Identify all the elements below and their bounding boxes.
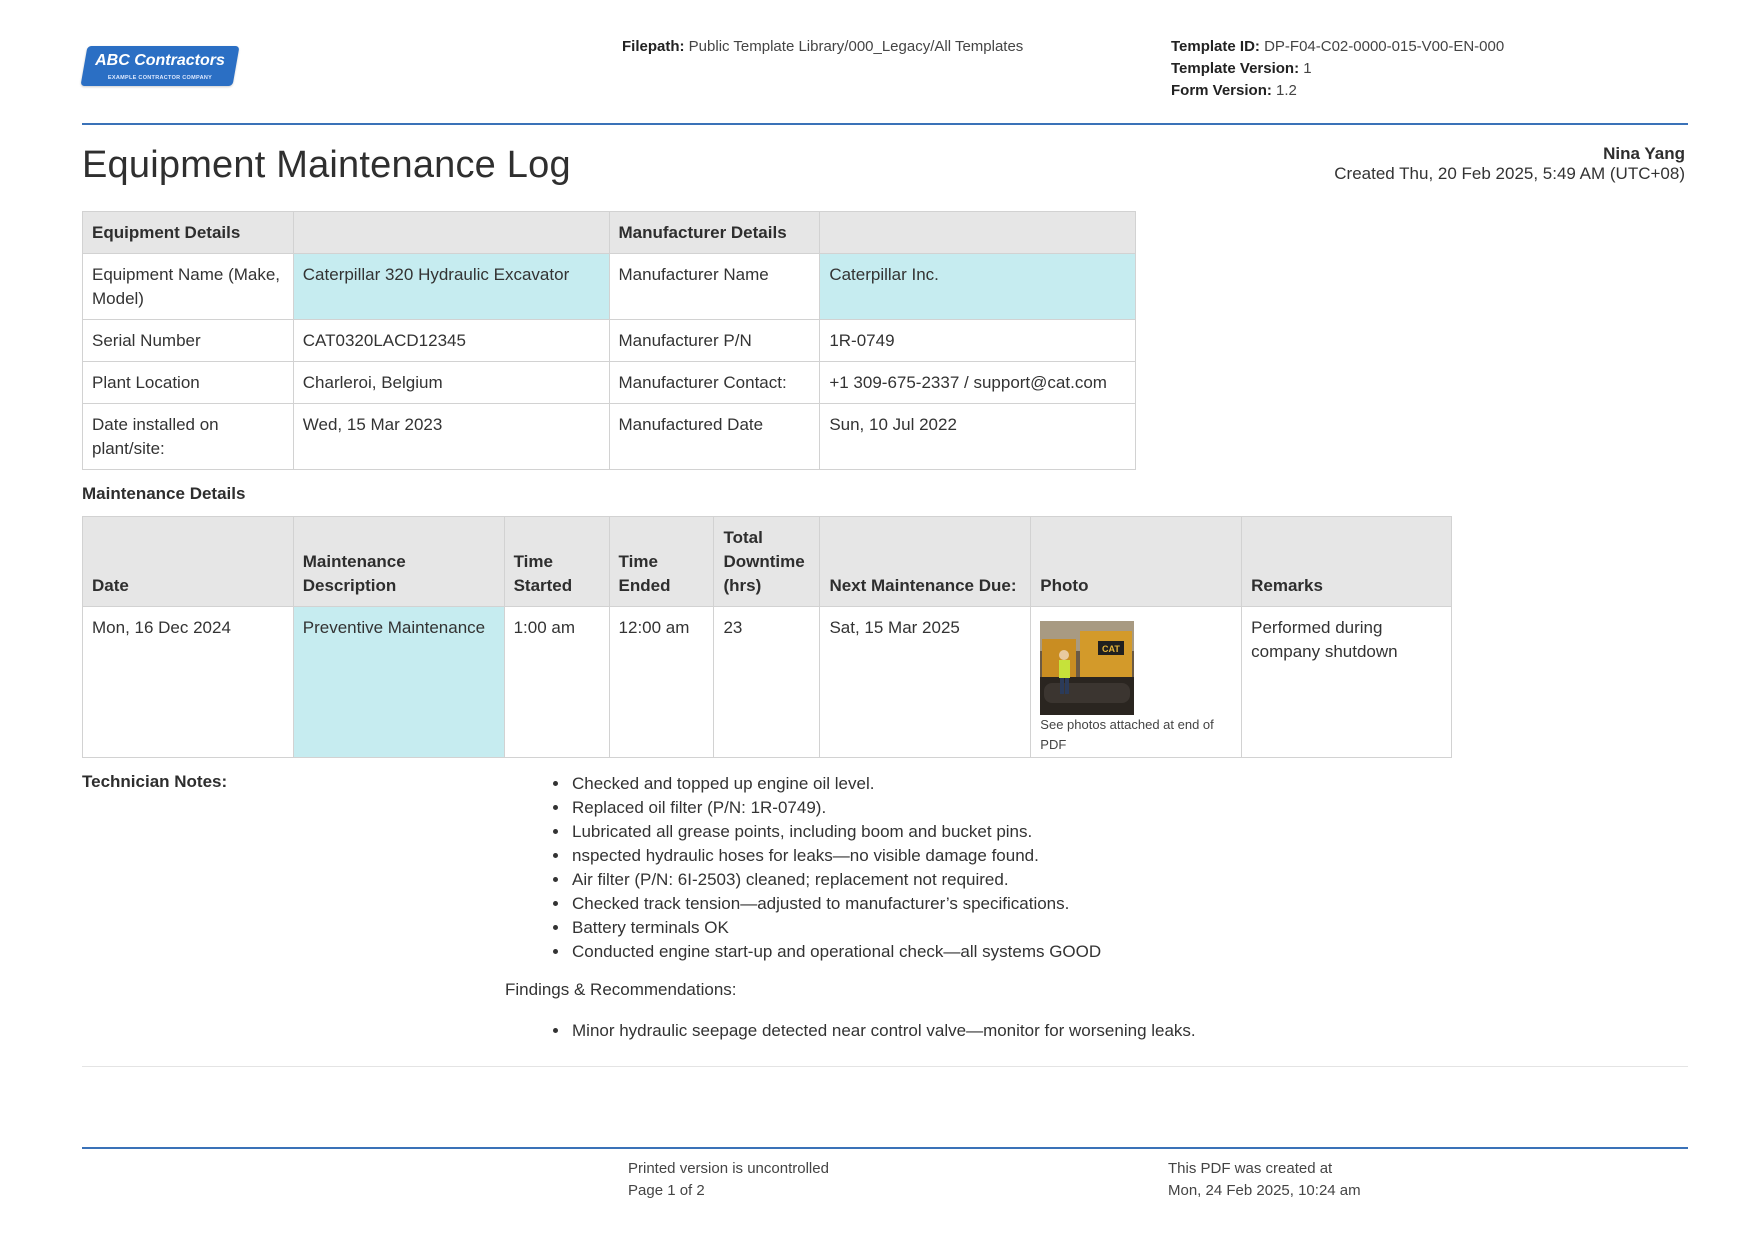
equipment-name-value: Caterpillar 320 Hydraulic Excavator	[293, 254, 609, 320]
maintenance-details-heading: Maintenance Details	[82, 484, 246, 503]
form-version-value: 1.2	[1276, 82, 1297, 99]
list-item: • Minor hydraulic seepage detected near control valve—monitor for worsening leaks.	[570, 1019, 1470, 1043]
remarks: Performed during company shutdown	[1242, 607, 1452, 758]
total-downtime: 23	[714, 607, 820, 758]
header-downtime: Total Downtime (hrs)	[714, 517, 820, 607]
header-time-started: Time Started	[504, 517, 609, 607]
manufactured-date-value: Sun, 10 Jul 2022	[820, 404, 1136, 470]
technician-notes-list	[546, 772, 1470, 964]
maintenance-description: Preventive Maintenance	[293, 607, 504, 758]
created-date: Created Thu, 20 Feb 2025, 5:49 AM (UTC+08)	[1334, 164, 1685, 183]
findings-label: Findings & Recommendations:	[505, 980, 737, 999]
form-version-label: Form Version:	[1171, 82, 1272, 99]
table-header-row	[83, 212, 1136, 254]
footer-divider	[82, 1147, 1688, 1149]
template-id-label: Template ID:	[1171, 38, 1260, 55]
header-cell: Equipment Details	[83, 212, 294, 254]
date-installed-label: Date installed on plant/site:	[83, 404, 294, 470]
maintenance-details-table	[82, 516, 1452, 758]
header-description: Maintenance Description	[293, 517, 504, 607]
time-ended: 12:00 am	[609, 607, 714, 758]
manufacturer-name-label: Manufacturer Name	[609, 254, 820, 320]
manufacturer-pn-label: Manufacturer P/N	[609, 320, 820, 362]
equipment-name-label: Equipment Name (Make, Model)	[83, 254, 294, 320]
list-item: • Checked and topped up engine oil level.	[570, 772, 1470, 796]
time-started: 1:00 am	[504, 607, 609, 758]
logo-tagline: EXAMPLE CONTRACTOR COMPANY	[107, 75, 213, 81]
table-header-row	[83, 517, 1452, 607]
company-logo	[84, 46, 236, 86]
table-row	[83, 320, 1136, 362]
manufactured-date-label: Manufactured Date	[609, 404, 820, 470]
header-cell	[293, 212, 609, 254]
serial-number-label: Serial Number	[83, 320, 294, 362]
table-row	[83, 607, 1452, 758]
next-maintenance-due: Sat, 15 Mar 2025	[820, 607, 1031, 758]
footer-center	[628, 1158, 829, 1202]
uncontrolled-notice: Printed version is uncontrolled	[628, 1160, 829, 1177]
technician-notes-label: Technician Notes:	[82, 772, 228, 791]
page-title: Equipment Maintenance Log	[82, 144, 571, 186]
filepath	[622, 36, 1023, 58]
excavator-photo[interactable]	[1040, 621, 1134, 715]
list-item: • Checked track tension—adjusted to manufacturer’s specifications.	[570, 892, 1470, 916]
template-id-value: DP-F04-C02-0000-015-V00-EN-000	[1264, 38, 1505, 55]
serial-number-value: CAT0320LACD12345	[293, 320, 609, 362]
header-remarks: Remarks	[1242, 517, 1452, 607]
author-name: Nina Yang	[1603, 144, 1685, 163]
list-item: • Lubricated all grease points, including boom and bucket pins.	[570, 820, 1470, 844]
plant-location-label: Plant Location	[83, 362, 294, 404]
pdf-created-label: This PDF was created at	[1168, 1160, 1333, 1177]
filepath-value: Public Template Library/000_Legacy/All Templates	[688, 38, 1024, 55]
header-next-due: Next Maintenance Due:	[820, 517, 1031, 607]
template-meta	[1171, 36, 1504, 102]
content-divider	[82, 1066, 1688, 1067]
photo-cell	[1031, 607, 1242, 758]
list-item: • Replaced oil filter (P/N: 1R-0749).	[570, 796, 1470, 820]
template-version-value: 1	[1303, 60, 1312, 77]
list-item: • Conducted engine start-up and operational check—all systems GOOD	[570, 940, 1470, 964]
list-item: • Air filter (P/N: 6I-2503) cleaned; replacement not required.	[570, 868, 1470, 892]
table-row	[83, 362, 1136, 404]
page-number: Page 1 of 2	[628, 1182, 705, 1199]
header-date: Date	[83, 517, 294, 607]
header-cell: Manufacturer Details	[609, 212, 820, 254]
footer-right	[1168, 1158, 1361, 1202]
header-photo: Photo	[1031, 517, 1242, 607]
photo-caption: See photos attached at end of PDF	[1040, 717, 1214, 752]
header-time-ended: Time Ended	[609, 517, 714, 607]
manufacturer-pn-value: 1R-0749	[820, 320, 1136, 362]
header-cell	[820, 212, 1136, 254]
logo-name: ABC Contractors	[95, 52, 225, 69]
template-version-label: Template Version:	[1171, 60, 1300, 77]
list-item: • nspected hydraulic hoses for leaks—no visible damage found.	[570, 844, 1470, 868]
header-divider	[82, 123, 1688, 125]
manufacturer-contact-value: +1 309-675-2337 / support@cat.com	[820, 362, 1136, 404]
table-row	[83, 254, 1136, 320]
findings-list	[546, 1019, 1470, 1043]
author-block	[1334, 144, 1685, 184]
plant-location-value: Charleroi, Belgium	[293, 362, 609, 404]
maintenance-date: Mon, 16 Dec 2024	[83, 607, 294, 758]
manufacturer-name-value: Caterpillar Inc.	[820, 254, 1136, 320]
equipment-details-table	[82, 211, 1136, 470]
svg-text:CAT: CAT	[1102, 644, 1121, 654]
date-installed-value: Wed, 15 Mar 2023	[293, 404, 609, 470]
table-row	[83, 404, 1136, 470]
filepath-label: Filepath:	[622, 38, 685, 55]
pdf-created-date: Mon, 24 Feb 2025, 10:24 am	[1168, 1182, 1361, 1199]
list-item: • Battery terminals OK	[570, 916, 1470, 940]
manufacturer-contact-label: Manufacturer Contact:	[609, 362, 820, 404]
